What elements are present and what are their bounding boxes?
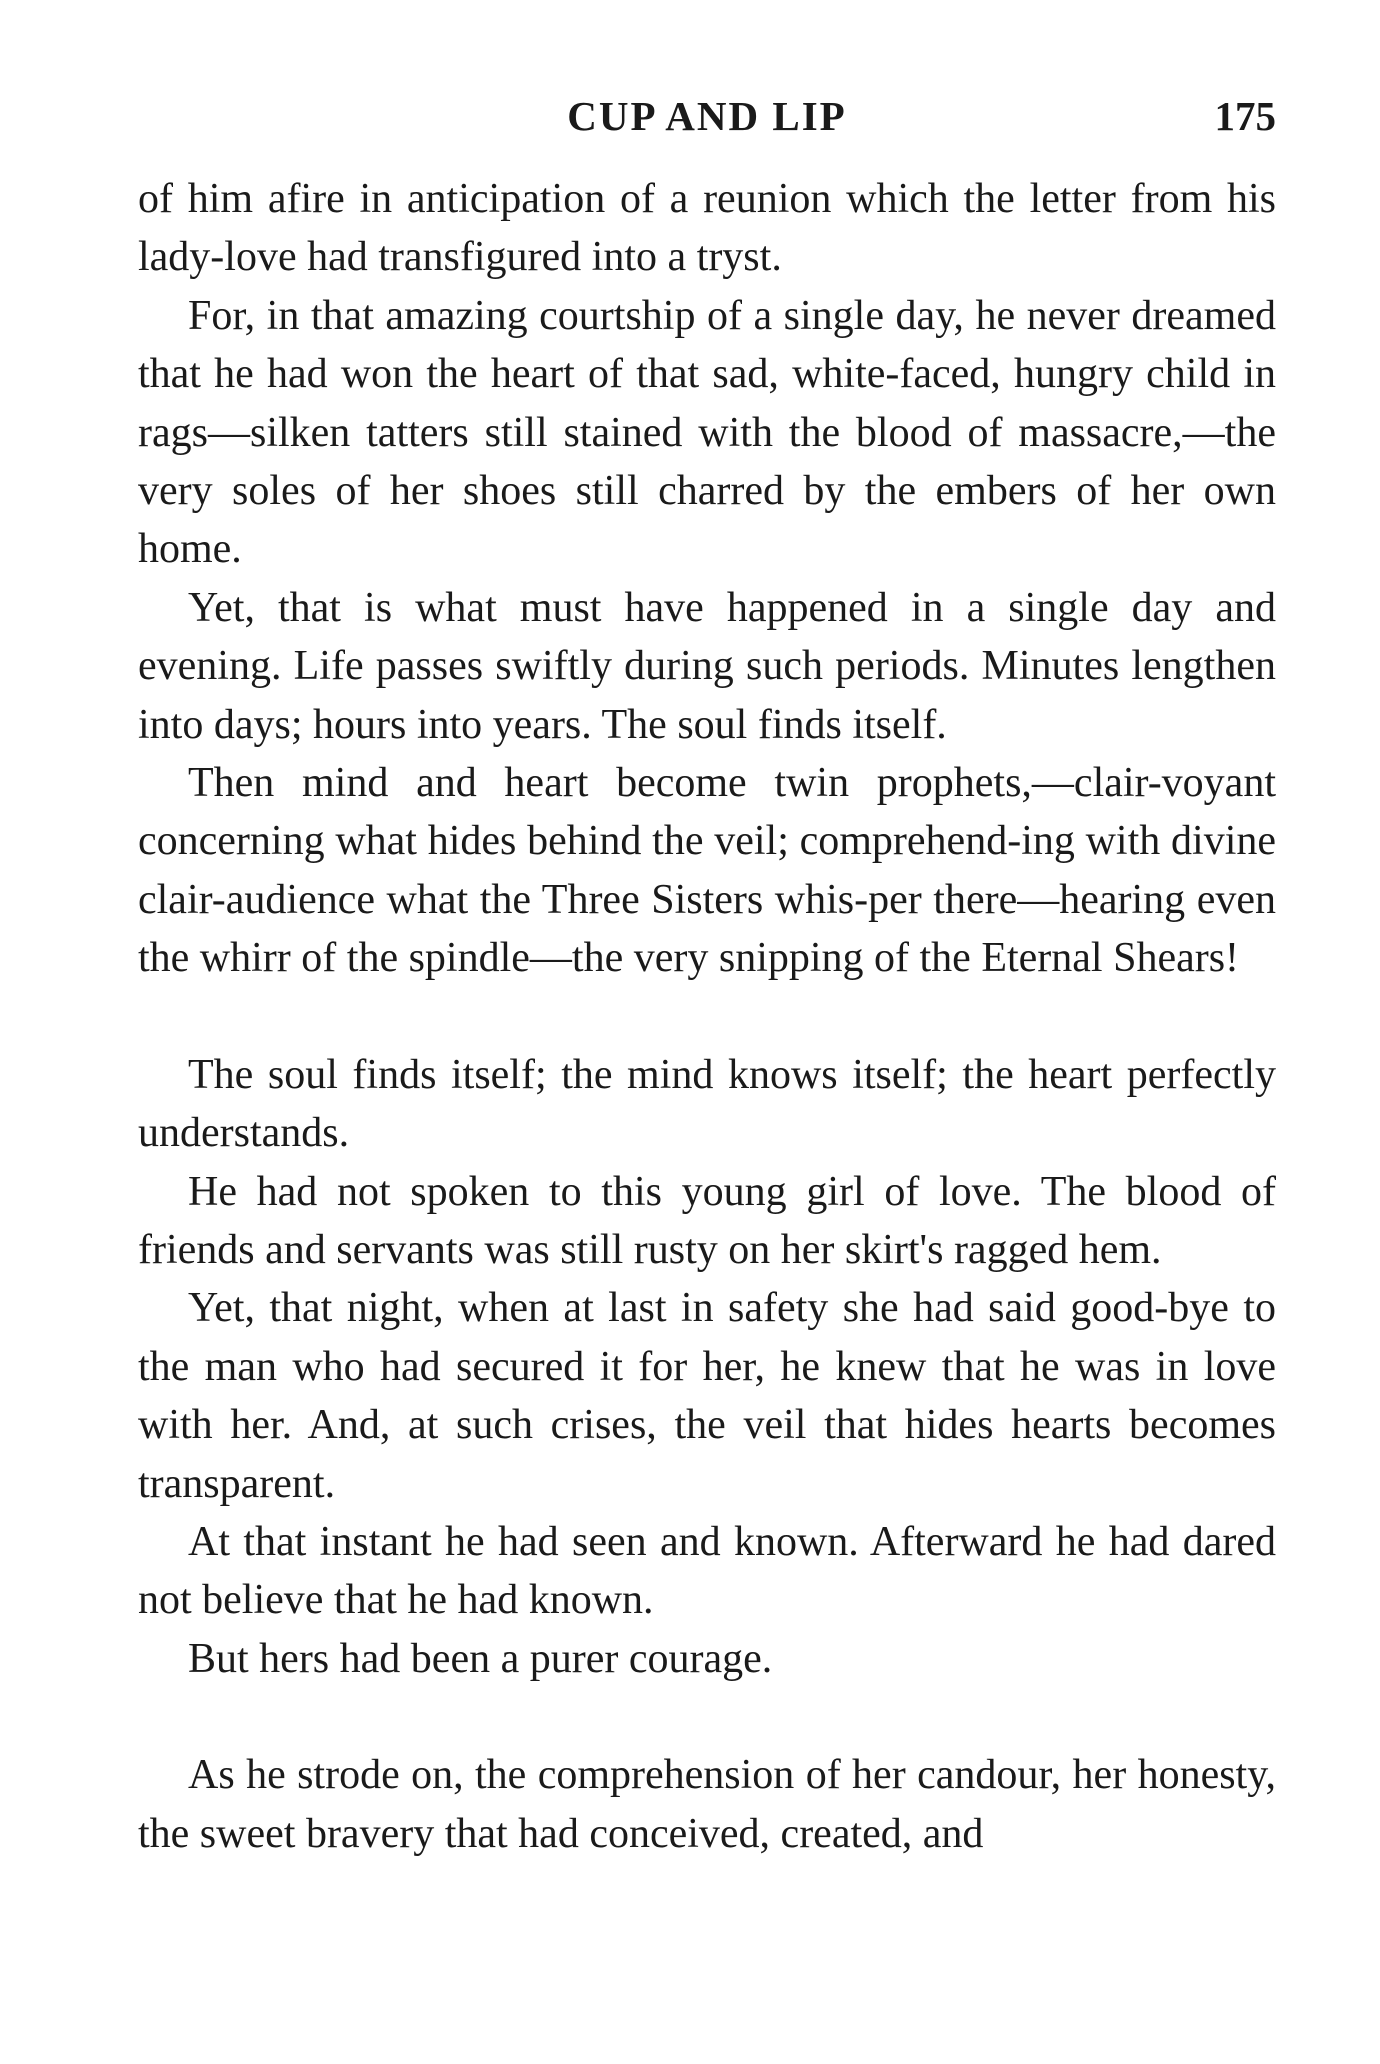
paragraph-yet-that-is: Yet, that is what must have happened in a single day and evening. Life passes swiftly during such periods. Minutes lengthen into days; hours into years. The soul finds itself. — [138, 584, 1276, 748]
section-break-2 — [138, 1688, 1276, 1746]
page-header — [138, 92, 1276, 152]
body-text — [138, 170, 1276, 1863]
paragraph-purer-courage: But hers had been a purer courage. — [188, 1635, 773, 1682]
paragraph-that-night: Yet, that night, when at last in safety she had said good-bye to the man who had secured it for her, he knew that he was in love with her. And, at such crises, the veil that hides hearts becomes transparent. — [138, 1285, 1276, 1507]
page-number: 175 — [1214, 93, 1276, 139]
paragraph-strode-on: As he strode on, the comprehension of her candour, her honesty, the sweet bravery that had conceived, created, and — [138, 1752, 1276, 1857]
paragraph-continuation: of him afire in anticipation of a reunion which the letter from his lady-love had transfigured into a tryst. — [138, 176, 1276, 281]
paragraph-courtship: For, in that amazing courtship of a single day, he never dreamed that he had won the heart of that sad, white-faced, hungry child in rags—silken tatters still stained with the blood of massacre,—the very soles of her shoes still charred by the embers of her own home. — [138, 292, 1276, 573]
section-break — [138, 988, 1276, 1046]
paragraph-twin-prophets: Then mind and heart become twin prophets,—clair-voyant concerning what hides behind the veil; comprehend-ing with divine clair-audience what the Three Sisters whis-per there—hearing even the whirr of the spindle—the very snipping of the Eternal Shears! — [138, 760, 1276, 982]
paragraph-that-instant: At that instant he had seen and known. Afterward he had dared not believe that he had known. — [138, 1518, 1276, 1624]
paragraph-not-spoken: He had not spoken to this young girl of love. The blood of friends and servants was still rusty on her skirt's ragged hem. — [138, 1168, 1276, 1273]
running-title: CUP AND LIP — [567, 93, 847, 139]
paragraph-soul-finds-itself: The soul finds itself; the mind knows itself; the heart perfectly understands. — [138, 1051, 1276, 1157]
